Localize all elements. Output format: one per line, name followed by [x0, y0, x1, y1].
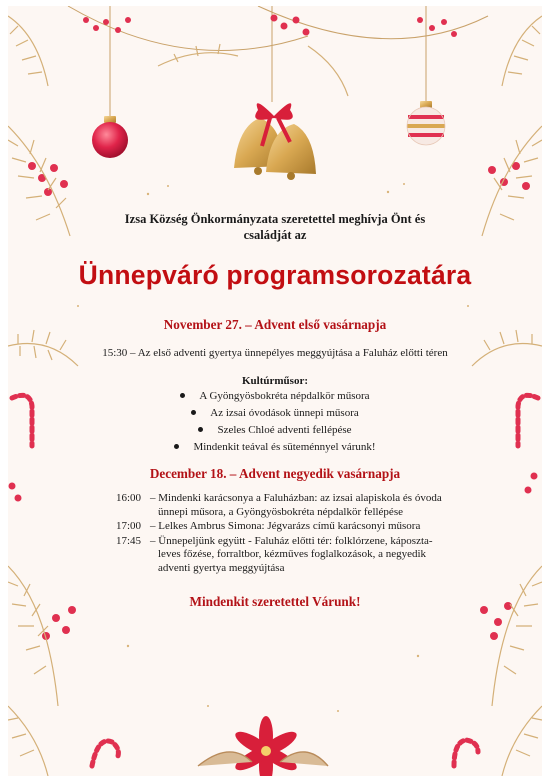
schedule-row — [116, 520, 456, 534]
intro-line-2: családját az — [243, 228, 307, 242]
intro-text — [108, 211, 442, 243]
event-time: 17:00 — [116, 520, 142, 532]
invitation-content — [8, 6, 542, 776]
list-item: A Gyöngyösbokréta népdalkör műsora — [8, 388, 542, 405]
program-heading: Kultúrműsor: — [242, 375, 308, 387]
list-item: Az izsai óvodások ünnepi műsora — [8, 405, 542, 422]
section1-heading: November 27. – Advent első vasárnapja — [163, 317, 387, 332]
event-time: 16:00 — [116, 492, 142, 504]
event-text: – Lelkes Ambrus Simona: Jégvarázs című karácsonyi műsora — [150, 520, 421, 532]
intro-line-1: Izsa Község Önkormányzata szeretettel meghívja Önt és — [124, 212, 426, 226]
main-title: Ünnepváró programsorozatára — [78, 260, 472, 290]
closing-text: Mindenkit szeretettel Várunk! — [189, 594, 361, 609]
section2-heading: December 18. – Advent negyedik vasárnapja — [149, 466, 401, 481]
invitation-page — [8, 6, 542, 776]
bullet-icon — [191, 410, 196, 415]
schedule — [116, 492, 456, 576]
bullet-icon — [198, 427, 203, 432]
bullet-icon — [174, 444, 179, 449]
list-item: Szeles Chloé adventi fellépése — [8, 422, 542, 439]
schedule-row — [116, 535, 456, 576]
event-text: – Mindenki karácsonya a Faluházban: az izsai alapiskola és óvoda ünnepi műsora, a Gyöngyösbokréta népdalkör fellépése — [150, 492, 442, 518]
list-item: Mindenkit teával és süteménnyel várunk! — [8, 439, 542, 456]
program-list — [8, 388, 542, 456]
section1-event: 15:30 – Az első adventi gyertya ünnepélyes meggyújtása a Faluház előtti téren — [102, 347, 448, 359]
event-time: 17:45 — [116, 534, 142, 547]
event-text: – Ünnepeljünk együtt - Faluház előtti tér: folklórzene, káposzta- leves főzése, forraltbor, kézműves foglalkozások, a negyedik adventi gyertya meggyújtása — [150, 534, 433, 574]
schedule-row — [116, 492, 456, 519]
bullet-icon — [180, 393, 185, 398]
